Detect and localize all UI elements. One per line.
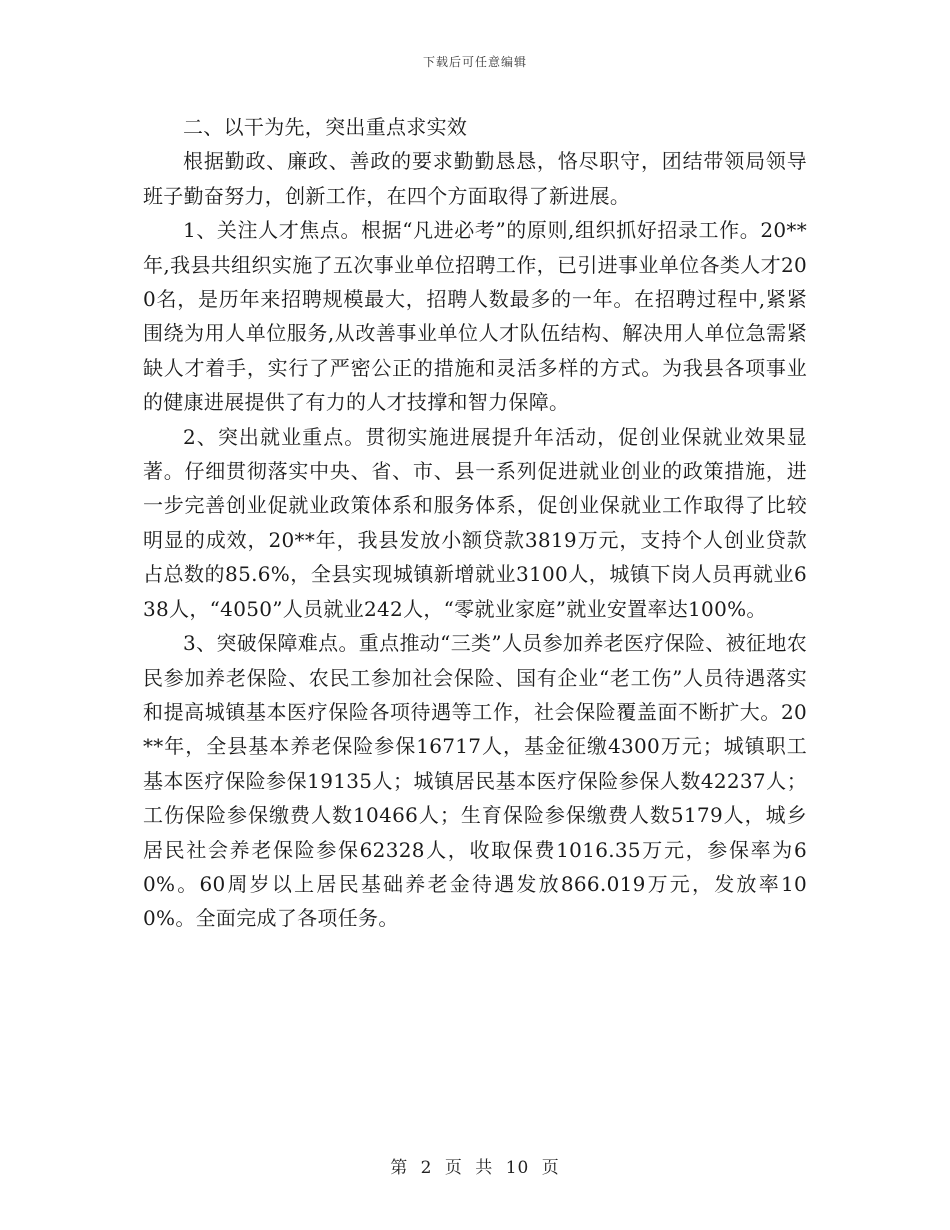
paragraph-insurance: 3、突破保障难点。重点推动“三类”人员参加养老医疗保险、被征地农民参加养老保险、农民工参加社会保险、国有企业“老工伤”人员待遇落实和提高城镇基本医疗保险各项待遇等工作，社会保险覆盖面不断扩大。20**年，全县基本养老保险参保16717人，基金征缴4300万元；城镇职工基本医疗保险参保19135人；城镇居民基本医疗保险参保人数42237人；工伤保险参保缴费人数10466人；生育保险参保缴费人数5179人，城乡居民社会养老保险参保62328人，收取保费1016.35万元，参保率为60%。60周岁以上居民基础养老金待遇发放866.019万元，发放率100%。全面完成了各项任务。 <box>143 631 807 931</box>
document-body <box>143 110 807 936</box>
page-header-note: 下载后可任意编辑 <box>422 55 527 69</box>
paragraph-employment: 2、突出就业重点。贯彻实施进展提升年活动，促创业保就业效果显著。仔细贯彻落实中央、省、市、县一系列促进就业创业的政策措施，进一步完善创业促就业政策体系和服务体系，促创业保就业工作取得了比较明显的成效，20**年，我县发放小额贷款3819万元，支持个人创业贷款占总数的85.6%，全县实现城镇新增就业3100人，城镇下岗人员再就业638人，“4050”人员就业242人，“零就业家庭”就业安置率达100%。 <box>143 424 807 621</box>
page-number: 第 2 页 共 10 页 <box>390 1158 560 1178</box>
paragraph-intro: 根据勤政、廉政、善政的要求勤勤恳恳，恪尽职守，团结带领局领导班子勤奋努力，创新工作，在四个方面取得了新进展。 <box>143 149 807 208</box>
paragraph-talent: 1、关注人才焦点。根据“凡进必考”的原则,组织抓好招录工作。20**年,我县共组织实施了五次事业单位招聘工作，已引进事业单位各类人才200名，是历年来招聘规模最大，招聘人数最多的一年。在招聘过程中,紧紧围绕为用人单位服务,从改善事业单位人才队伍结构、解决用人单位急需紧缺人才着手，实行了严密公正的措施和灵活多样的方式。为我县各项事业的健康进展提供了有力的人才技撑和智力保障。 <box>143 218 807 415</box>
section-heading: 二、以干为先，突出重点求实效 <box>183 115 468 139</box>
